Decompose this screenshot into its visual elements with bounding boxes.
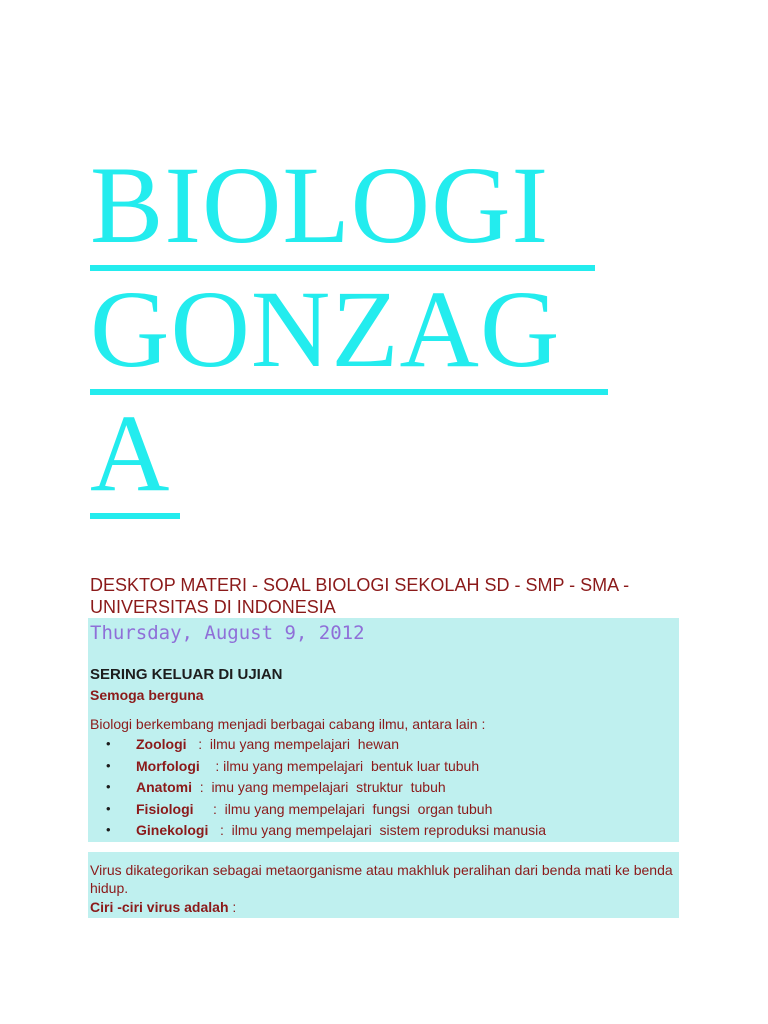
branch-definition: : ilmu yang mempelajari bentuk luar tubuh [199,757,480,774]
branch-term: Fisiologi [136,800,194,817]
branch-term: Anatomi [136,779,192,795]
branch-list [106,736,546,844]
post-subtitle: Semoga berguna [90,687,204,703]
list-item [106,736,546,758]
blog-description: DESKTOP MATERI - SOAL BIOLOGI SEKOLAH SD - SMP - SMA - UNIVERSITAS DI INDONESIA [90,575,630,617]
branch-definition: : ilmu yang mempelajari sistem reproduksi manusia [208,822,547,838]
list-item [106,822,546,844]
bullet-icon: • [106,822,111,837]
virus-paragraph: Virus dikategorikan sebagai metaorganisme atau makhluk peralihan dari benda mati ke benda hidup. [90,862,673,896]
ciri-suffix: : [228,899,237,915]
list-item [106,758,546,780]
branch-term: Ginekologi [136,822,209,838]
bullet-icon: • [106,779,111,794]
branch-definition: : ilmu yang mempelajari fungsi organ tubuh [193,800,493,817]
branch-definition: : imu yang mempelajari struktur tubuh [192,779,446,795]
blog-title[interactable] [90,144,620,522]
list-item [106,801,546,823]
post-title: SERING KELUAR DI UJIAN [90,666,283,683]
post-intro: Biologi berkembang menjadi berbagai cabang ilmu, antara lain : [90,716,486,732]
post-date: Thursday, August 9, 2012 [90,622,365,644]
branch-definition: : ilmu yang mempelajari hewan [186,736,399,752]
ciri-label: Ciri -ciri virus adalah [90,899,229,915]
blog-title-line-2[interactable]: GONZAG [90,274,608,395]
bullet-icon: • [106,736,111,751]
branch-term: Zoologi [136,736,187,752]
post-body-continued [88,852,679,918]
blog-title-line-3[interactable]: A [90,398,180,519]
post-body [88,618,679,842]
bullet-icon: • [106,757,111,773]
list-item [106,779,546,801]
blog-title-line-1[interactable]: BIOLOGI [90,150,595,271]
bullet-icon: • [106,800,111,816]
ciri-heading [90,899,236,915]
branch-term: Morfologi [136,757,200,774]
